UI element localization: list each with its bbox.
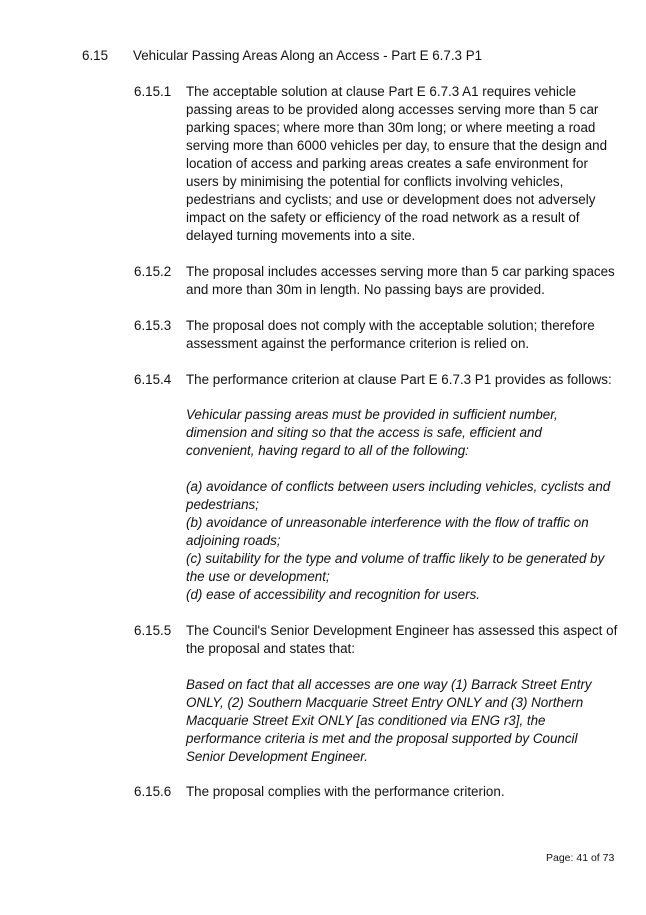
paragraph-number: 6.15.3 <box>134 318 172 333</box>
text-line: The proposal does not comply with the acceptable solution; therefore <box>186 318 595 333</box>
text-line: The Council's Senior Development Engineer has assessed this aspect of <box>186 623 618 638</box>
engineer-quote <box>186 676 606 766</box>
paragraph-number: 6.15.5 <box>134 623 172 638</box>
paragraph-number: 6.15.1 <box>134 84 172 99</box>
text-line: pedestrians and cyclists; and use or development does not adversely <box>186 192 596 207</box>
paragraph-text <box>186 317 606 353</box>
section-number: 6.15 <box>82 48 109 63</box>
text-line: parking spaces; where more than 30m long; or where meeting a road <box>186 120 596 135</box>
text-line: The proposal complies with the performance criterion. <box>186 784 505 799</box>
criterion-quote-intro <box>186 406 606 460</box>
section-title: Vehicular Passing Areas Along an Access - Part E 6.7.3 P1 <box>133 48 483 63</box>
text-line: assessment against the performance criterion is relied on. <box>186 336 530 351</box>
quote-line: Senior Development Engineer. <box>186 749 368 764</box>
paragraph-number: 6.15.4 <box>134 372 172 387</box>
text-line: impact on the safety or efficiency of the road network as a result of <box>186 210 580 225</box>
page-number: Page: 41 of 73 <box>546 852 615 864</box>
paragraph-text <box>186 371 612 389</box>
quote-line: ONLY, (2) Southern Macquarie Street Entry ONLY and (3) Northern <box>186 695 584 710</box>
quote-line: adjoining roads; <box>186 533 281 548</box>
quote-line: (b) avoidance of unreasonable interference with the flow of traffic on <box>186 515 589 530</box>
quote-line: Macquarie Street Exit ONLY [as conditioned via ENG r3], the <box>186 713 546 728</box>
paragraph-text <box>186 83 606 245</box>
paragraph-number: 6.15.2 <box>134 264 172 279</box>
text-line: delayed turning movements into a site. <box>186 228 416 243</box>
text-line: and more than 30m in length. No passing bays are provided. <box>186 282 545 297</box>
quote-line: (c) suitability for the type and volume of traffic likely to be generated by <box>186 551 605 566</box>
paragraph-number: 6.15.6 <box>134 784 172 799</box>
text-line: the proposal and states that: <box>186 641 355 656</box>
paragraph-text <box>186 783 606 801</box>
text-line: passing areas to be provided along accesses serving more than 5 car <box>186 102 599 117</box>
text-line: The proposal includes accesses serving more than 5 car parking spaces <box>186 264 615 279</box>
quote-line: (a) avoidance of conflicts between users including vehicles, cyclists and <box>186 479 611 494</box>
quote-line: pedestrians; <box>186 497 259 512</box>
text-line: serving more than 6000 vehicles per day, to ensure that the design and <box>186 138 608 153</box>
quote-line: performance criteria is met and the proposal supported by Council <box>186 731 578 746</box>
criterion-quote-list <box>186 478 611 604</box>
text-line: The acceptable solution at clause Part E 6.7.3 A1 requires vehicle <box>186 84 577 99</box>
text-line: users by minimising the potential for conflicts involving vehicles, <box>186 174 564 189</box>
text-line: location of access and parking areas creates a safe environment for <box>186 156 588 171</box>
quote-line: convenient, having regard to all of the following: <box>186 443 469 458</box>
quote-line: dimension and siting so that the access is safe, efficient and <box>186 425 542 440</box>
quote-line: the use or development; <box>186 569 330 584</box>
quote-line: (d) ease of accessibility and recognition for users. <box>186 587 480 602</box>
paragraph-text <box>186 263 615 299</box>
quote-line: Vehicular passing areas must be provided in sufficient number, <box>186 407 558 422</box>
quote-line: Based on fact that all accesses are one way (1) Barrack Street Entry <box>186 677 592 692</box>
text-line: The performance criterion at clause Part E 6.7.3 P1 provides as follows: <box>186 372 612 387</box>
paragraph-text <box>186 622 618 658</box>
